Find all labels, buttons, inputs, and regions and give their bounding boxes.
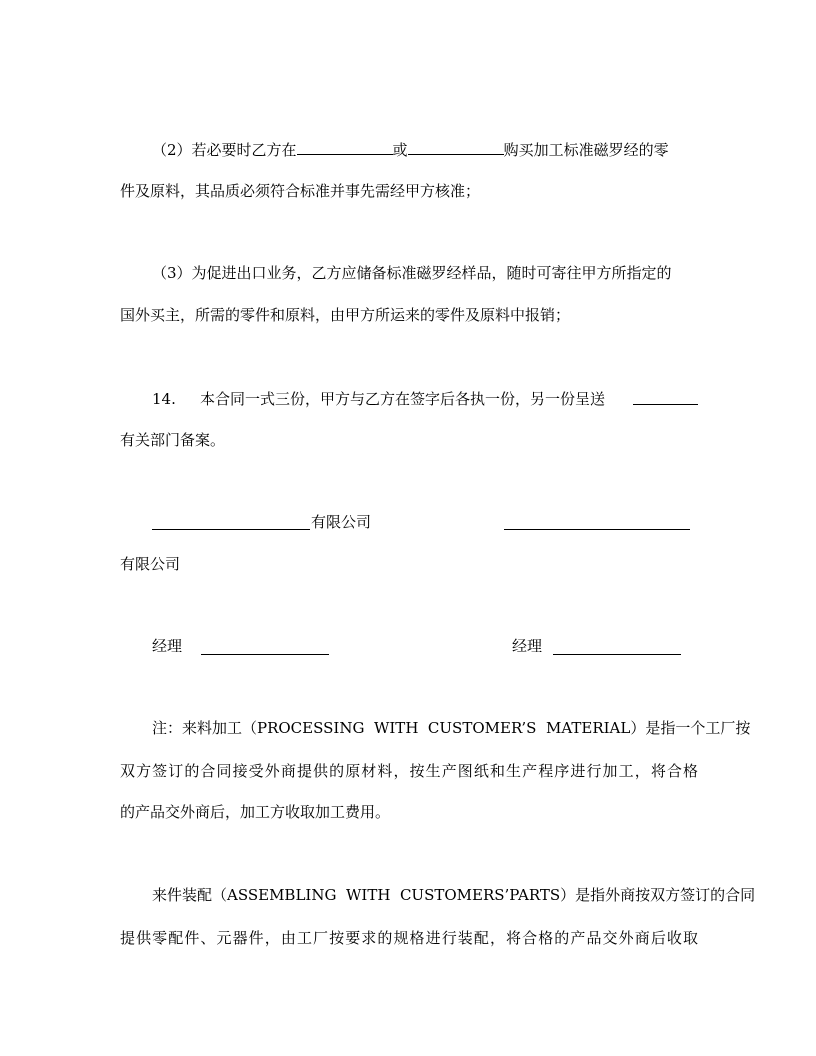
party-b-manager-label: 经理 — [512, 637, 543, 655]
blank-party-b-company — [504, 529, 690, 530]
note-line1 — [152, 718, 751, 738]
clause2-text-b: 或 — [392, 141, 408, 159]
note-line2: 双方签订的合同接受外商提供的原材料，按生产图纸和生产程序进行加工，将合格 — [120, 762, 698, 780]
blank-party-b-manager — [553, 654, 681, 655]
clause14-line1: 本合同一式三份，甲方与乙方在签字后各执一份，另一份呈送 — [200, 390, 606, 408]
note-line1-text: 注：来料加工（PROCESSING WITH CUSTOMER’S MATERIAL）是指一个工厂按 — [152, 719, 751, 737]
note-line3: 的产品交外商后，加工方收取加工费用。 — [120, 803, 391, 821]
blank-party-a-company — [152, 529, 310, 530]
clause2-line1 — [152, 138, 669, 160]
clause2-text-c: 购买加工标准磁罗经的零 — [503, 141, 669, 159]
clause3-line1: （3）为促进出口业务，乙方应储备标准磁罗经样品，随时可寄往甲方所指定的 — [152, 264, 672, 282]
blank-location-1 — [297, 138, 393, 155]
assembly-line1-text: 来件装配（ASSEMBLING WITH CUSTOMERS’PARTS）是指外商按双方签订的合同 — [152, 886, 756, 904]
clause2-text-a: （2）若必要时乙方在 — [152, 141, 297, 159]
party-b-company-suffix: 有限公司 — [120, 555, 181, 573]
assembly-line1 — [152, 885, 755, 905]
party-a-company-suffix: 有限公司 — [311, 513, 372, 531]
blank-recipient — [633, 404, 698, 405]
clause3-line2: 国外买主，所需的零件和原料，由甲方所运来的零件及原料中报销； — [120, 306, 571, 324]
clause2-line2: 件及原料，其品质必须符合标准并事先需经甲方核准； — [120, 182, 481, 200]
clause14-line2: 有关部门备案。 — [120, 431, 226, 449]
clause14-number: 14. — [152, 390, 176, 408]
party-a-manager-label: 经理 — [152, 637, 183, 655]
blank-party-a-manager — [201, 654, 329, 655]
assembly-line2: 提供零配件、元器件，由工厂按要求的规格进行装配，将合格的产品交外商后收取 — [120, 929, 698, 947]
blank-location-2 — [408, 138, 504, 155]
